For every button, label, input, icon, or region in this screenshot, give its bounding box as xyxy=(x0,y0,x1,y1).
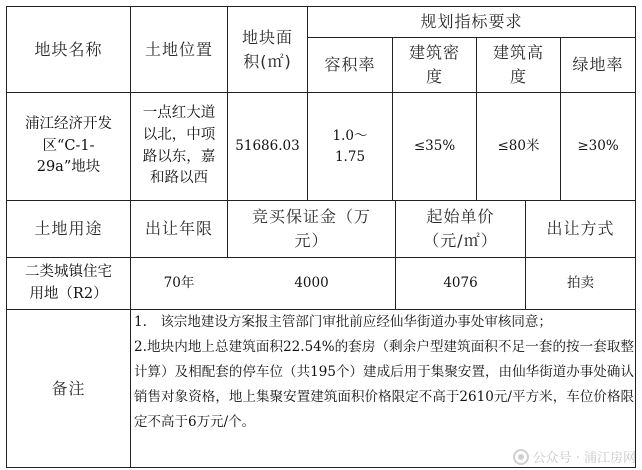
wechat-official-account-icon xyxy=(513,449,529,465)
header-building-height: 建筑高 度 xyxy=(492,43,544,86)
header-starting-price: 起始单价 （元/㎡） xyxy=(423,207,498,250)
cell-floor-area-ratio: 1.0～ 1.75 xyxy=(332,128,368,165)
cell-green-ratio: ≥30% xyxy=(577,138,619,155)
cell-parcel-name: 浦江经济开发 区“C-1- 29a”地块 xyxy=(25,115,112,176)
cell-building-height: ≤80米 xyxy=(497,138,540,155)
header-building-density: 建筑密 度 xyxy=(408,43,460,86)
header-floor-area-ratio: 容积率 xyxy=(324,55,376,74)
cell-transfer-method: 拍卖 xyxy=(567,275,594,292)
header-transfer-term: 出让年限 xyxy=(144,219,213,238)
header-transfer-method: 出让方式 xyxy=(546,219,615,238)
header-bid-deposit: 竞买保证金（万 元） xyxy=(251,207,371,250)
header-parcel-area: 地块面 积(㎡) xyxy=(241,27,293,71)
cell-bid-deposit: 4000 xyxy=(294,275,329,292)
remark-note-1: 1. 该宗地建设方案报主管部门审批前应经仙华街道办事处审核同意； xyxy=(134,314,552,330)
cell-building-density: ≤35% xyxy=(413,138,456,155)
remark-note-2: 2.地块内地上总建筑面积22.54%的套房（剩余户型建筑面积不足一套的按一套取整计算）及相配套的停车位（共195个）建成后用于集聚安置，由仙华街道办事处确认销售对象资格，地上集聚安置建筑面积价格限定不高于2610元/平方米，车位价格限定不高于6万元/个。 xyxy=(134,339,634,430)
cell-land-use: 二类城镇住宅 用地（R2） xyxy=(25,264,112,302)
cell-transfer-term: 70年 xyxy=(163,275,195,292)
remarks-content xyxy=(134,310,634,468)
rule-right xyxy=(635,6,636,468)
header-land-use: 土地用途 xyxy=(34,219,103,238)
cell-parcel-area: 51686.03 xyxy=(235,138,300,155)
header-green-ratio: 绿地率 xyxy=(572,55,624,74)
remarks-label: 备注 xyxy=(51,378,86,398)
watermark-text: 公众号 · 浦江房网 xyxy=(532,451,636,466)
watermark xyxy=(513,447,636,466)
header-parcel-name: 地块名称 xyxy=(34,39,103,59)
header-planning-requirements: 规划指标要求 xyxy=(420,12,523,31)
cell-starting-price: 4076 xyxy=(443,275,478,292)
header-land-location: 土地位置 xyxy=(144,39,213,59)
cell-land-location: 一点红大道 以北，中项 路以东，嘉 和路以西 xyxy=(142,105,216,187)
